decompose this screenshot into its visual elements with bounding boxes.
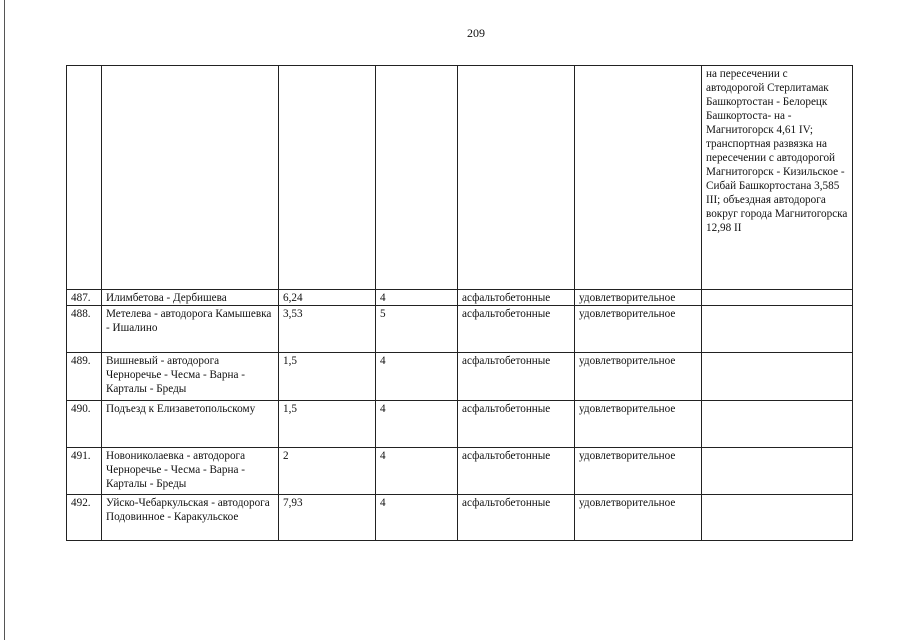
table-row [67, 401, 853, 448]
cell-category: 4 [376, 353, 458, 401]
cell-length: 7,93 [279, 495, 376, 541]
table-row [67, 290, 853, 306]
cell-road-name: Метелева - автодорога Камышевка - Ишалино [102, 306, 279, 353]
cell-category: 5 [376, 306, 458, 353]
cell-condition: удовлетворительное [575, 495, 702, 541]
cell-empty [458, 66, 575, 290]
cell-length: 2 [279, 448, 376, 495]
cell-note [702, 306, 853, 353]
cell-road-name: Вишневый - автодорога Черноречье - Чесма - Варна - Карталы - Бреды [102, 353, 279, 401]
cell-condition: удовлетворительное [575, 306, 702, 353]
cell-surface: асфальтобетонные [458, 306, 575, 353]
cell-number: 491. [67, 448, 102, 495]
cell-length: 1,5 [279, 401, 376, 448]
cell-number: 488. [67, 306, 102, 353]
table-row [67, 353, 853, 401]
cell-category: 4 [376, 290, 458, 306]
cell-road-name: Уйско-Чебаркульская - автодорога Подовинное - Каракульское [102, 495, 279, 541]
table-row-continuation [67, 66, 853, 290]
table-row [67, 495, 853, 541]
table-row [67, 448, 853, 495]
table-row [67, 306, 853, 353]
cell-number: 490. [67, 401, 102, 448]
cell-road-name: Илимбетова - Дербишева [102, 290, 279, 306]
cell-number: 492. [67, 495, 102, 541]
cell-surface: асфальтобетонные [458, 290, 575, 306]
cell-empty [376, 66, 458, 290]
cell-surface: асфальтобетонные [458, 353, 575, 401]
cell-empty [102, 66, 279, 290]
cell-surface: асфальтобетонные [458, 448, 575, 495]
cell-condition: удовлетворительное [575, 353, 702, 401]
roads-table [66, 65, 853, 541]
cell-number: 487. [67, 290, 102, 306]
cell-length: 3,53 [279, 306, 376, 353]
cell-road-name: Подъезд к Елизаветопольскому [102, 401, 279, 448]
cell-condition: удовлетворительное [575, 290, 702, 306]
cell-category: 4 [376, 448, 458, 495]
page-edge-line [4, 0, 5, 640]
cell-note: на пересечении с автодорогой Стерлитамак Башкортостан - Белорецк Башкортоста- на - Магнитогорск 4,61 IV; транспортная развязка на пересечении с автодорогой Магнитогорск - Кизильское - Сибай Башкортостана 3,585 III; объездная автодорога вокруг города Магнитогорска 12,98 II [702, 66, 853, 290]
cell-empty [575, 66, 702, 290]
cell-length: 6,24 [279, 290, 376, 306]
page-number: 209 [467, 26, 485, 40]
cell-category: 4 [376, 401, 458, 448]
cell-condition: удовлетворительное [575, 448, 702, 495]
cell-empty [279, 66, 376, 290]
cell-surface: асфальтобетонные [458, 401, 575, 448]
cell-road-name: Новониколаевка - автодорога Черноречье - Чесма - Варна - Карталы - Бреды [102, 448, 279, 495]
cell-category: 4 [376, 495, 458, 541]
cell-note [702, 290, 853, 306]
cell-note [702, 448, 853, 495]
cell-length: 1,5 [279, 353, 376, 401]
cell-number: 489. [67, 353, 102, 401]
cell-surface: асфальтобетонные [458, 495, 575, 541]
cell-note [702, 401, 853, 448]
cell-condition: удовлетворительное [575, 401, 702, 448]
cell-empty [67, 66, 102, 290]
cell-note [702, 353, 853, 401]
cell-note [702, 495, 853, 541]
